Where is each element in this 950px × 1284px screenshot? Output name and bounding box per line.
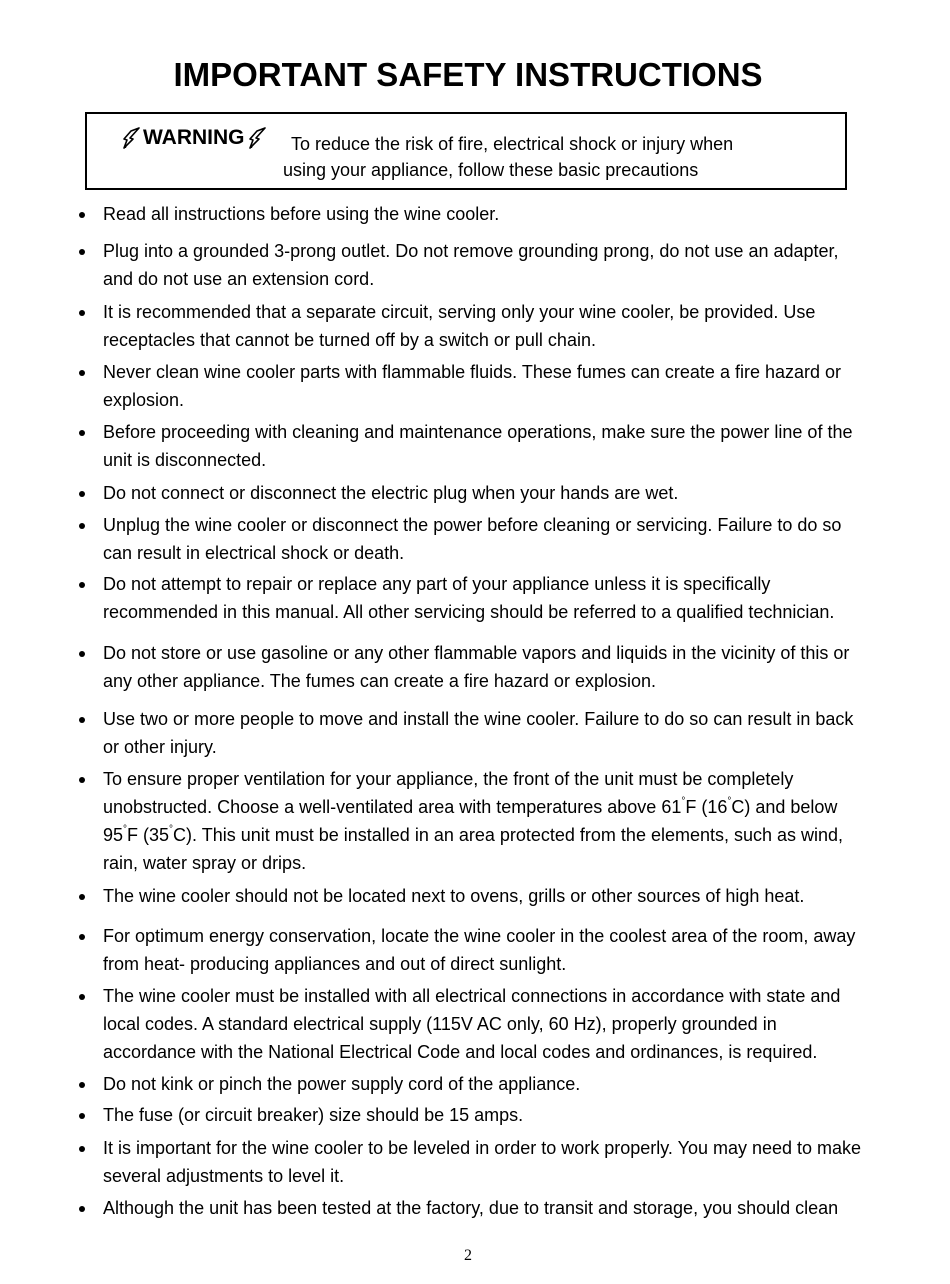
list-item: It is recommended that a separate circuit, serving only your wine cooler, be provided. Use receptacles that cannot be turned off by a switch or pull chain. (103, 298, 868, 354)
list-item: The wine cooler must be installed with all electrical connections in accordance with state and local codes. A standard electrical supply (115V AC only, 60 Hz), properly grounded in accordance with the National Electrical Code and local codes and ordinances, is required. (103, 982, 868, 1066)
list-item: Never clean wine cooler parts with flammable fluids. These fumes can create a fire hazard or explosion. (103, 358, 868, 414)
warning-label (121, 126, 267, 150)
lightning-bolt-icon (121, 127, 141, 149)
warning-text-line-1: To reduce the risk of fire, electrical shock or injury when (291, 134, 734, 154)
list-item: Do not kink or pinch the power supply cord of the appliance. (103, 1070, 868, 1098)
ventilation-text-e: C). This unit must be installed in an area protected from the elements, such as wind, rain, water spray or drips. (103, 825, 844, 873)
list-item: Before proceeding with cleaning and maintenance operations, make sure the power line of the unit is disconnected. (103, 418, 868, 474)
degree-symbol: ° (727, 796, 732, 807)
warning-box (85, 112, 847, 190)
list-item: It is important for the wine cooler to be leveled in order to work properly. You may need to make several adjustments to level it. (103, 1134, 868, 1190)
degree-symbol: ° (681, 796, 686, 807)
ventilation-text-c: C) and below 95 (103, 797, 838, 845)
page-title: IMPORTANT SAFETY INSTRUCTIONS (173, 56, 763, 93)
ventilation-text-b: F (16 (685, 797, 728, 817)
warning-text (283, 131, 733, 183)
warning-label-text: WARNING (143, 126, 245, 149)
list-item: Although the unit has been tested at the factory, due to transit and storage, you should clean (103, 1194, 868, 1222)
list-item-ventilation (103, 765, 868, 877)
list-item: Do not connect or disconnect the electric plug when your hands are wet. (103, 479, 868, 507)
list-item: Plug into a grounded 3-prong outlet. Do not remove grounding prong, do not use an adapter, and do not use an extension cord. (103, 237, 868, 293)
list-item: For optimum energy conservation, locate the wine cooler in the coolest area of the room, away from heat- producing appliances and out of direct sunlight. (103, 922, 868, 978)
lightning-bolt-icon (247, 127, 267, 149)
list-item: The fuse (or circuit breaker) size should be 15 amps. (103, 1101, 868, 1129)
ventilation-text-a: To ensure proper ventilation for your appliance, the front of the unit must be completely unobstructed. Choose a well-ventilated area with temperatures above 61 (103, 769, 794, 817)
ventilation-text-d: F (35 (127, 825, 170, 845)
list-item: Do not attempt to repair or replace any part of your appliance unless it is specifically recommended in this manual. All other servicing should be referred to a qualified technician. (103, 570, 868, 626)
list-item: The wine cooler should not be located next to ovens, grills or other sources of high heat. (103, 882, 868, 910)
list-item: Use two or more people to move and install the wine cooler. Failure to do so can result in back or other injury. (103, 705, 868, 761)
page-number: 2 (464, 1247, 472, 1264)
list-item: Unplug the wine cooler or disconnect the power before cleaning or servicing. Failure to do so can result in electrical shock or death. (103, 511, 868, 567)
warning-text-line-2: using your appliance, follow these basic precautions (283, 160, 699, 180)
degree-symbol: ° (169, 824, 174, 835)
list-item: Do not store or use gasoline or any other flammable vapors and liquids in the vicinity of this or any other appliance. The fumes can create a fire hazard or explosion. (103, 639, 868, 695)
list-item: Read all instructions before using the wine cooler. (103, 200, 868, 228)
degree-symbol: ° (123, 824, 128, 835)
